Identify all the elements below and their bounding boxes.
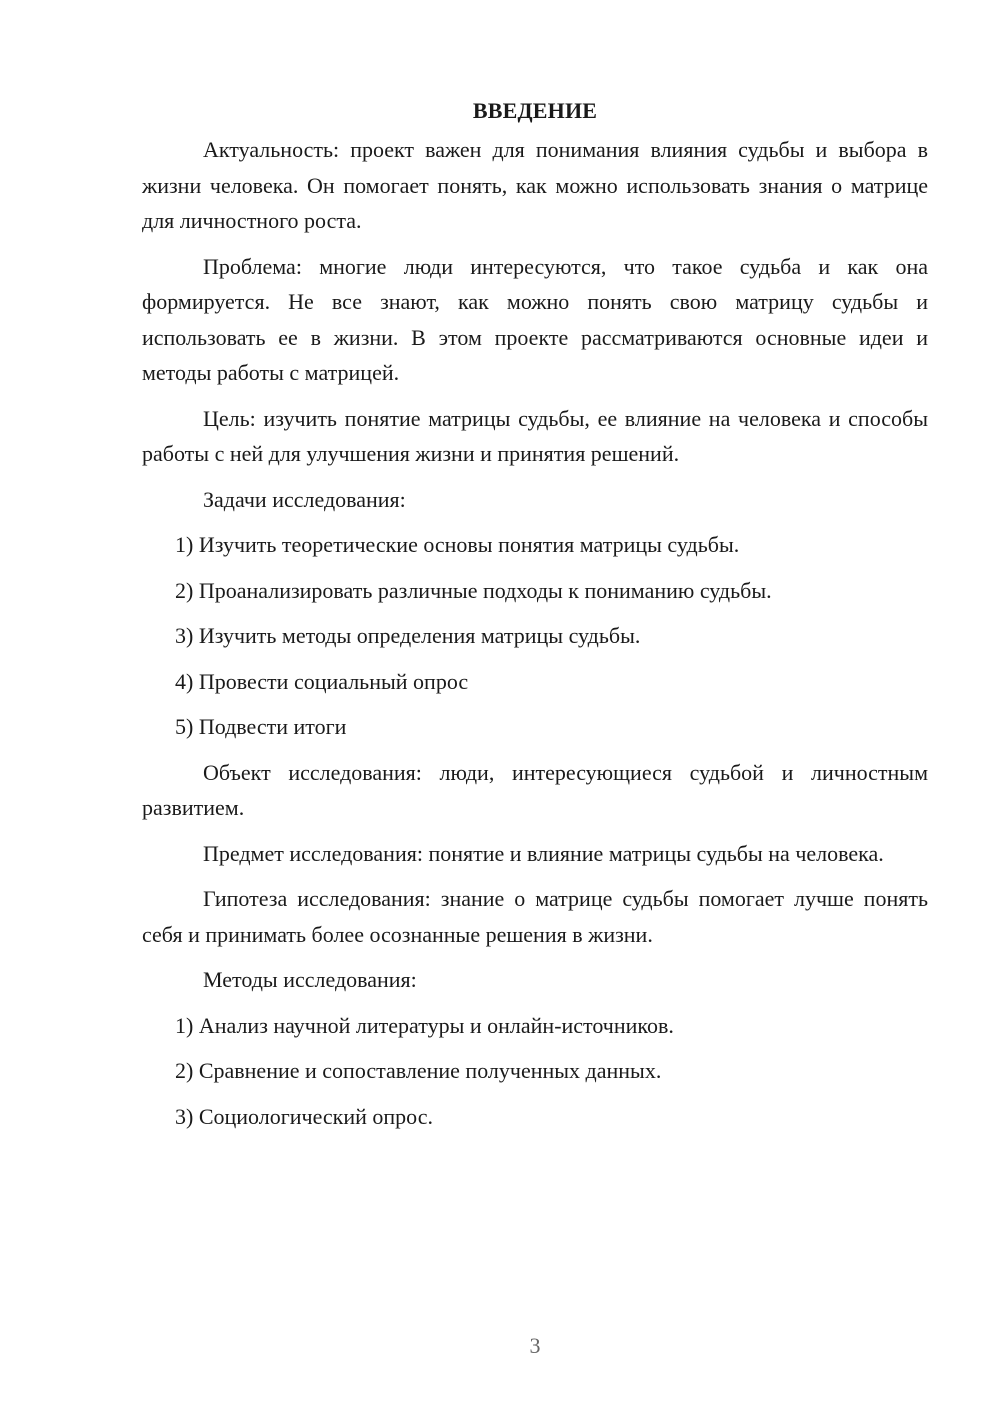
task-item: 5) Подвести итоги (175, 714, 347, 739)
relevance-paragraph: Актуальность: проект важен для понимания влияния судьбы и выбора в жизни человека. Он помогает понять, как можно использовать знания о матрице для личностного роста. (142, 137, 928, 233)
methods-title: Методы исследования: (203, 967, 417, 992)
method-item: 1) Анализ научной литературы и онлайн-источников. (175, 1012, 674, 1038)
task-item: 4) Провести социальный опрос (175, 668, 469, 694)
task-item: 3) Изучить методы определения матрицы судьбы. (175, 623, 641, 648)
section-heading: ВВЕДЕНИЕ (472, 98, 598, 123)
hypothesis-paragraph: Гипотеза исследования: знание о матрице судьбы помогает лучше понять себя и принимать более осознанные решения в жизни. (142, 886, 928, 947)
tasks-title: Задачи исследования: (203, 486, 406, 512)
page-number: 3 (529, 1333, 541, 1358)
document-page (142, 93, 928, 1144)
method-item: 2) Сравнение и сопоставление полученных данных. (175, 1058, 662, 1083)
problem-paragraph: Проблема: многие люди интересуются, что такое судьба и как она формируется. Не все знают, как можно понять свою матрицу судьбы и использовать ее в жизни. В этом проекте рассматриваются основные идеи и методы работы с матрицей. (142, 253, 928, 385)
task-item: 2) Проанализировать различные подходы к пониманию судьбы. (175, 577, 772, 603)
method-item: 3) Социологический опрос. (175, 1103, 433, 1129)
subject-paragraph: Предмет исследования: понятие и влияние матрицы судьбы на человека. (203, 840, 884, 866)
goal-paragraph: Цель: изучить понятие матрицы судьбы, ее влияние на человека и способы работы с ней для улучшения жизни и принятия решений. (142, 405, 928, 466)
task-item: 1) Изучить теоретические основы понятия матрицы судьбы. (175, 532, 740, 557)
object-paragraph: Объект исследования: люди, интересующиеся судьбой и личностным развитием. (142, 759, 928, 820)
